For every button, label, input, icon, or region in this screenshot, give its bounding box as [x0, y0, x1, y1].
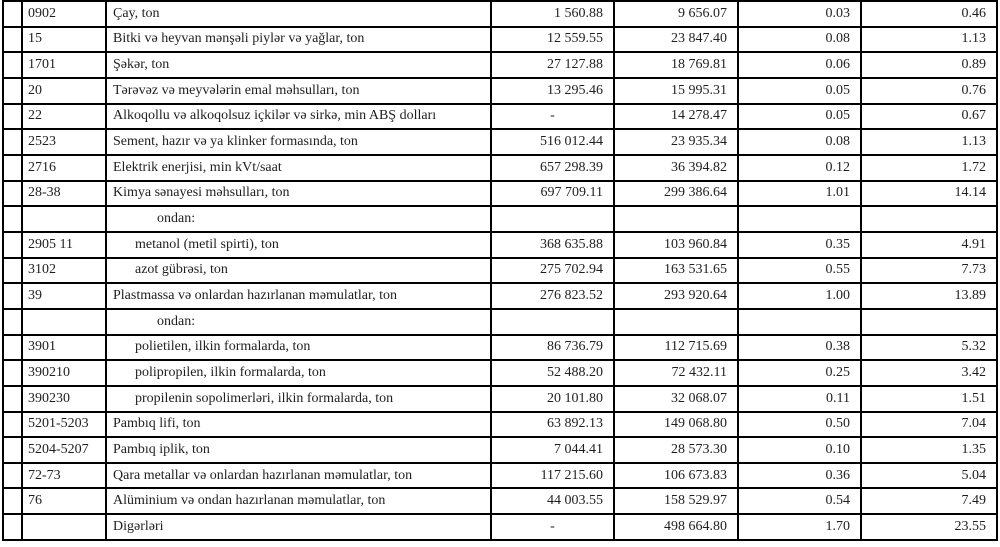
value-cell: 4.91: [861, 232, 997, 258]
row-flag-cell: [3, 1, 22, 27]
value-cell: 0.11: [738, 386, 861, 412]
value-cell: 1.70: [738, 514, 861, 540]
commodity-code-cell: 20: [22, 78, 106, 104]
value-cell: 0.35: [738, 232, 861, 258]
value-cell: 0.55: [738, 258, 861, 284]
value-cell: 0.67: [861, 104, 997, 130]
value-cell: 12 559.55: [491, 27, 614, 53]
value-cell: 0.54: [738, 488, 861, 514]
value-cell: 28 573.30: [614, 437, 738, 463]
commodity-code-cell: 3102: [22, 258, 106, 284]
value-cell: 1.35: [861, 437, 997, 463]
commodity-code-cell: 5204-5207: [22, 437, 106, 463]
table-row: [3, 181, 997, 207]
value-cell: 0.03: [738, 1, 861, 27]
commodity-name-cell: Şəkər, ton: [106, 52, 491, 78]
commodity-name-cell: Tərəvəz və meyvələrin emal məhsulları, ton: [106, 78, 491, 104]
value-cell: 0.36: [738, 463, 861, 489]
value-cell: 23 935.34: [614, 129, 738, 155]
commodity-code-cell: 390210: [22, 360, 106, 386]
row-flag-cell: [3, 258, 22, 284]
commodity-name-cell: metanol (metil spirti), ton: [106, 232, 491, 258]
commodity-name-cell: Plastmassa və onlardan hazırlanan məmulatlar, ton: [106, 283, 491, 309]
value-cell: [861, 206, 997, 232]
row-flag-cell: [3, 335, 22, 361]
row-flag-cell: [3, 437, 22, 463]
commodity-code-cell: 2905 11: [22, 232, 106, 258]
table-row: [3, 437, 997, 463]
commodity-code-cell: [22, 206, 106, 232]
commodity-code-cell: 0902: [22, 1, 106, 27]
value-cell: 117 215.60: [491, 463, 614, 489]
commodity-name-cell: Pambıq iplik, ton: [106, 437, 491, 463]
value-cell: 0.05: [738, 78, 861, 104]
row-flag-cell: [3, 181, 22, 207]
row-flag-cell: [3, 129, 22, 155]
row-flag-cell: [3, 27, 22, 53]
value-cell: 0.06: [738, 52, 861, 78]
value-cell: 1.13: [861, 27, 997, 53]
value-cell: 9 656.07: [614, 1, 738, 27]
row-flag-cell: [3, 232, 22, 258]
row-flag-cell: [3, 514, 22, 540]
value-cell: 0.08: [738, 27, 861, 53]
value-cell: 657 298.39: [491, 155, 614, 181]
value-cell: 63 892.13: [491, 412, 614, 438]
value-cell: 106 673.83: [614, 463, 738, 489]
commodity-name-cell: Pambıq lifi, ton: [106, 412, 491, 438]
commodity-code-cell: 390230: [22, 386, 106, 412]
table-row: [3, 309, 997, 335]
value-cell: 23 847.40: [614, 27, 738, 53]
table-row: [3, 155, 997, 181]
commodity-code-cell: 15: [22, 27, 106, 53]
table-row: [3, 412, 997, 438]
row-flag-cell: [3, 488, 22, 514]
value-cell: 13 295.46: [491, 78, 614, 104]
value-cell: 18 769.81: [614, 52, 738, 78]
value-cell: [614, 309, 738, 335]
value-cell: 1.72: [861, 155, 997, 181]
commodity-name-cell: Bitki və heyvan mənşəli piylər və yağlar, ton: [106, 27, 491, 53]
table-row: [3, 463, 997, 489]
value-cell: 5.04: [861, 463, 997, 489]
value-cell: 0.46: [861, 1, 997, 27]
table-row: [3, 283, 997, 309]
table-row: [3, 78, 997, 104]
value-cell: 0.76: [861, 78, 997, 104]
commodity-code-cell: [22, 309, 106, 335]
commodity-code-cell: 72-73: [22, 463, 106, 489]
commodity-name-cell: polipropilen, ilkin formalarda, ton: [106, 360, 491, 386]
value-cell: 72 432.11: [614, 360, 738, 386]
value-cell: 1.13: [861, 129, 997, 155]
value-cell: 275 702.94: [491, 258, 614, 284]
value-cell: [491, 206, 614, 232]
commodity-name-cell: azot gübrəsi, ton: [106, 258, 491, 284]
commodity-code-cell: [22, 514, 106, 540]
value-cell: 1.00: [738, 283, 861, 309]
value-cell: 7.73: [861, 258, 997, 284]
commodity-name-cell: ondan:: [106, 206, 491, 232]
commodity-name-cell: ondan:: [106, 309, 491, 335]
commodity-code-cell: 5201-5203: [22, 412, 106, 438]
value-cell: 103 960.84: [614, 232, 738, 258]
table-row: [3, 129, 997, 155]
commodity-table: [2, 0, 998, 541]
value-cell: 7.04: [861, 412, 997, 438]
table-row: [3, 514, 997, 540]
commodity-table-body: [3, 1, 997, 540]
value-cell: 1.51: [861, 386, 997, 412]
commodity-name-cell: Digərləri: [106, 514, 491, 540]
row-flag-cell: [3, 52, 22, 78]
commodity-code-cell: 28-38: [22, 181, 106, 207]
value-cell: 86 736.79: [491, 335, 614, 361]
table-row: [3, 232, 997, 258]
commodity-code-cell: 2523: [22, 129, 106, 155]
value-cell: -: [491, 514, 614, 540]
value-cell: 299 386.64: [614, 181, 738, 207]
value-cell: 44 003.55: [491, 488, 614, 514]
table-row: [3, 488, 997, 514]
value-cell: 163 531.65: [614, 258, 738, 284]
value-cell: 3.42: [861, 360, 997, 386]
commodity-name-cell: Alüminium və ondan hazırlanan məmulatlar, ton: [106, 488, 491, 514]
value-cell: 7 044.41: [491, 437, 614, 463]
value-cell: 1 560.88: [491, 1, 614, 27]
value-cell: 52 488.20: [491, 360, 614, 386]
value-cell: [738, 309, 861, 335]
value-cell: 0.05: [738, 104, 861, 130]
table-row: [3, 360, 997, 386]
value-cell: 516 012.44: [491, 129, 614, 155]
value-cell: 13.89: [861, 283, 997, 309]
value-cell: 14 278.47: [614, 104, 738, 130]
commodity-code-cell: 22: [22, 104, 106, 130]
value-cell: 27 127.88: [491, 52, 614, 78]
table-row: [3, 206, 997, 232]
value-cell: [614, 206, 738, 232]
value-cell: 36 394.82: [614, 155, 738, 181]
commodity-name-cell: Qara metallar və onlardan hazırlanan məmulatlar, ton: [106, 463, 491, 489]
commodity-code-cell: 2716: [22, 155, 106, 181]
row-flag-cell: [3, 386, 22, 412]
table-row: [3, 386, 997, 412]
value-cell: 23.55: [861, 514, 997, 540]
row-flag-cell: [3, 360, 22, 386]
value-cell: 158 529.97: [614, 488, 738, 514]
row-flag-cell: [3, 78, 22, 104]
value-cell: 7.49: [861, 488, 997, 514]
table-row: [3, 258, 997, 284]
value-cell: 14.14: [861, 181, 997, 207]
value-cell: 0.08: [738, 129, 861, 155]
value-cell: 20 101.80: [491, 386, 614, 412]
value-cell: 5.32: [861, 335, 997, 361]
value-cell: 276 823.52: [491, 283, 614, 309]
value-cell: 32 068.07: [614, 386, 738, 412]
commodity-code-cell: 1701: [22, 52, 106, 78]
value-cell: 0.38: [738, 335, 861, 361]
commodity-code-cell: 39: [22, 283, 106, 309]
commodity-name-cell: propilenin sopolimerləri, ilkin formalarda, ton: [106, 386, 491, 412]
value-cell: 0.89: [861, 52, 997, 78]
value-cell: 0.12: [738, 155, 861, 181]
value-cell: 149 068.80: [614, 412, 738, 438]
row-flag-cell: [3, 309, 22, 335]
value-cell: 0.10: [738, 437, 861, 463]
row-flag-cell: [3, 463, 22, 489]
table-row: [3, 1, 997, 27]
commodity-name-cell: Kimya sənayesi məhsulları, ton: [106, 181, 491, 207]
commodity-name-cell: Çay, ton: [106, 1, 491, 27]
commodity-name-cell: polietilen, ilkin formalarda, ton: [106, 335, 491, 361]
value-cell: 697 709.11: [491, 181, 614, 207]
value-cell: -: [491, 104, 614, 130]
value-cell: 15 995.31: [614, 78, 738, 104]
commodity-name-cell: Elektrik enerjisi, min kVt/saat: [106, 155, 491, 181]
table-row: [3, 104, 997, 130]
value-cell: 368 635.88: [491, 232, 614, 258]
value-cell: 0.50: [738, 412, 861, 438]
row-flag-cell: [3, 104, 22, 130]
table-row: [3, 52, 997, 78]
commodity-code-cell: 76: [22, 488, 106, 514]
table-row: [3, 27, 997, 53]
value-cell: 0.25: [738, 360, 861, 386]
row-flag-cell: [3, 155, 22, 181]
commodity-code-cell: 3901: [22, 335, 106, 361]
value-cell: 1.01: [738, 181, 861, 207]
value-cell: [738, 206, 861, 232]
commodity-name-cell: Sement, hazır və ya klinker formasında, ton: [106, 129, 491, 155]
value-cell: [491, 309, 614, 335]
value-cell: 112 715.69: [614, 335, 738, 361]
row-flag-cell: [3, 412, 22, 438]
value-cell: [861, 309, 997, 335]
row-flag-cell: [3, 283, 22, 309]
value-cell: 293 920.64: [614, 283, 738, 309]
table-row: [3, 335, 997, 361]
row-flag-cell: [3, 206, 22, 232]
value-cell: 498 664.80: [614, 514, 738, 540]
commodity-name-cell: Alkoqollu və alkoqolsuz içkilər və sirkə, min ABŞ dolları: [106, 104, 491, 130]
